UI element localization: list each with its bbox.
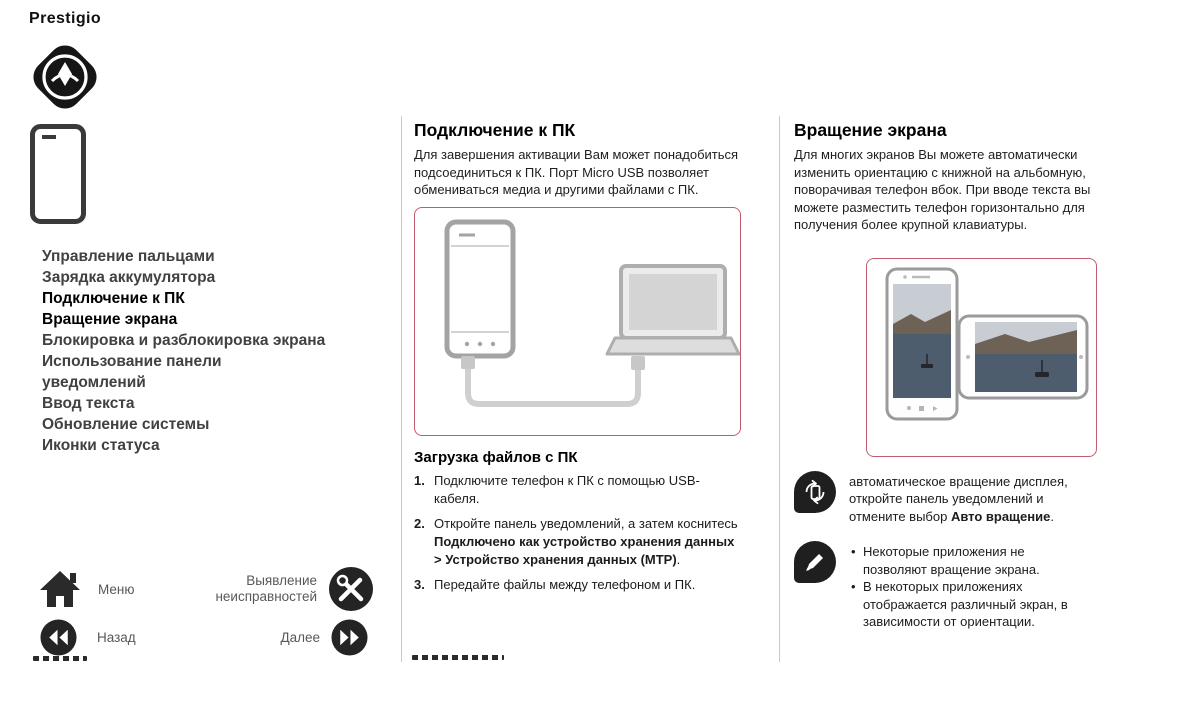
toc-item-pc-connection[interactable]: Подключение к ПК <box>42 290 185 307</box>
toc-item-screen-rotation[interactable]: Вращение экрана <box>42 311 178 328</box>
toc-item-finger-control[interactable]: Управление пальцами <box>42 248 215 265</box>
auto-rotate-icon <box>794 471 836 513</box>
step-text: Передайте файлы между телефоном и ПК. <box>434 576 696 592</box>
tip-auto-rotation <box>794 471 1112 526</box>
note-pencil-icon <box>794 541 836 583</box>
download-steps-list <box>414 472 746 594</box>
toc-item-system-update[interactable]: Обновление системы <box>42 416 210 433</box>
table-of-contents <box>42 246 382 456</box>
section-title: Подключение к ПК <box>414 120 576 140</box>
tip-rotation-notes <box>794 541 1112 631</box>
section-screen-rotation <box>794 120 1112 631</box>
cropped-text-fragment <box>33 656 87 661</box>
section-intro: Для завершения активации Вам может понадобиться подсоединиться к ПК. Порт Micro USB позволяет обмениваться медиа и другими файлами с ПК. <box>414 147 739 197</box>
toc-item-status-icons[interactable]: Иконки статуса <box>42 437 160 454</box>
nav-next-label: Далее <box>280 630 320 645</box>
toc-item-lock-unlock[interactable]: Блокировка и разблокировка экрана <box>42 332 326 349</box>
section-pc-connection <box>414 120 746 601</box>
nav-next[interactable] <box>192 619 368 656</box>
portrait-landscape-phones-drawing <box>867 260 1096 455</box>
step-item <box>414 515 746 569</box>
nav-back-label: Назад <box>97 630 136 645</box>
nav-troubleshooting[interactable] <box>192 566 374 612</box>
double-right-arrow-icon[interactable] <box>331 619 368 656</box>
section-title: Вращение экрана <box>794 120 947 140</box>
step-text: Откройте панель уведомлений, а затем коснитесь Подключено как устройство хранения данных > Устройство хранения данных (MTP). <box>434 515 738 567</box>
brand-wordmark: Prestigio <box>29 10 102 27</box>
double-left-arrow-icon[interactable] <box>40 619 77 656</box>
nav-menu[interactable] <box>38 569 135 609</box>
nav-troubleshooting-label: Выявление неисправностей <box>215 573 317 604</box>
pc-connection-illustration <box>414 207 741 436</box>
section-intro: Для многих экранов Вы можете автоматически изменить ориентацию с книжной на альбомную, поворачивая телефон вбок. При вводе текста вы можете разместить телефон горизонтально для получения более крупной клавиатуры. <box>794 147 1091 232</box>
tip-auto-rotation-text: автоматическое вращение дисплея, откройте панель уведомлений и отмените выбор Авто вращение. <box>849 473 1068 524</box>
cropped-text-fragment <box>412 655 504 660</box>
step-text: Подключите телефон к ПК с помощью USB-кабеля. <box>434 472 700 506</box>
nav-menu-label: Меню <box>98 581 135 597</box>
step-number: 2. <box>414 515 425 531</box>
note-item: • В некоторых приложениях отображается различный экран, в зависимости от ориентации. <box>849 578 1069 631</box>
rotation-notes-list <box>849 541 1081 631</box>
crossed-tools-icon[interactable] <box>328 566 374 612</box>
toc-item-notification-panel[interactable]: Использование панели уведомлений <box>42 353 222 391</box>
toc-item-text-input[interactable]: Ввод текста <box>42 395 135 412</box>
step-item <box>414 576 746 594</box>
toc-item-battery-charge[interactable]: Зарядка аккумулятора <box>42 269 216 286</box>
column-divider <box>779 116 780 662</box>
nav-back[interactable] <box>40 619 136 656</box>
prestigio-logo-icon <box>24 36 106 118</box>
column-divider <box>401 116 402 662</box>
step-item <box>414 472 746 508</box>
step-number: 1. <box>414 472 425 488</box>
phone-outline-icon <box>30 124 86 224</box>
phone-to-laptop-cable-drawing <box>415 208 740 434</box>
home-icon[interactable] <box>38 569 82 609</box>
note-item: • Некоторые приложения не позволяют вращение экрана. <box>849 543 1069 578</box>
screen-rotation-illustration <box>866 258 1097 457</box>
step-number: 3. <box>414 576 425 592</box>
subsection-title: Загрузка файлов с ПК <box>414 448 578 466</box>
